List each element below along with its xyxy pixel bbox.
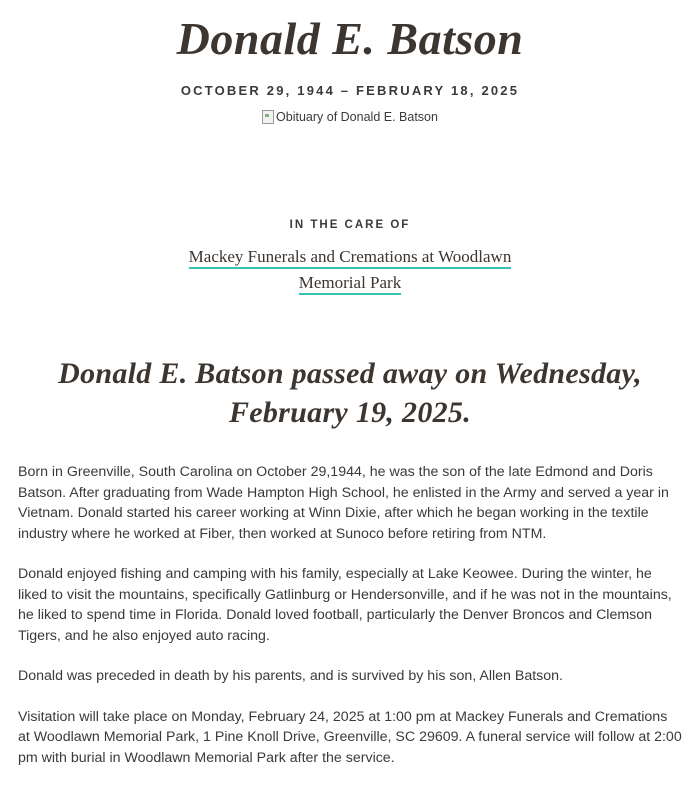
funeral-home-link-line1[interactable]: Mackey Funerals and Cremations at Woodlawn <box>189 247 512 269</box>
obituary-paragraph: Born in Greenville, South Carolina on October 29,1944, he was the son of the late Edmond and Doris Batson. After graduating from Wade Hampton High School, he enlisted in the Army and served a year in Vietnam. Donald started his career working at Winn Dixie, after which he began working in the textile industry where he worked at Fiber, then worked at Sunoco before retiring from NTM. <box>18 464 669 542</box>
life-dates: OCTOBER 29, 1944 – FEBRUARY 18, 2025 <box>180 83 520 98</box>
care-label: IN THE CARE OF <box>289 219 411 231</box>
obituary-paragraph: Visitation will take place on Monday, February 24, 2025 at 1:00 pm at Mackey Funerals and Cremations at Woodlawn Memorial Park, 1 Pine Knoll Drive, Greenville, SC 29609. A funeral service will follow at 2:00 pm with burial in Woodlawn Memorial Park after the service. <box>18 708 682 766</box>
death-announcement-headline: Donald E. Batson passed away on Wednesday, February 19, 2025. <box>58 357 642 429</box>
obituary-body <box>18 462 682 768</box>
funeral-home-link-wrap <box>0 244 700 296</box>
broken-image-icon <box>262 110 274 124</box>
obituary-paragraph: Donald was preceded in death by his parents, and is survived by his son, Allen Batson. <box>18 668 563 684</box>
photo-alt-text: Obituary of Donald E. Batson <box>276 110 438 124</box>
obituary-paragraph: Donald enjoyed fishing and camping with his family, especially at Lake Keowee. During the winter, he liked to visit the mountains, specifically Gatlinburg or Hendersonville, and if he was not in the mountains, he liked to spend time in Florida. Donald loved football, particularly the Denver Broncos and Clemson Tigers, and he also enjoyed auto racing. <box>18 566 672 644</box>
funeral-home-link-line2[interactable]: Memorial Park <box>299 273 401 295</box>
obituary-photo <box>0 108 700 126</box>
deceased-name: Donald E. Batson <box>176 13 524 64</box>
